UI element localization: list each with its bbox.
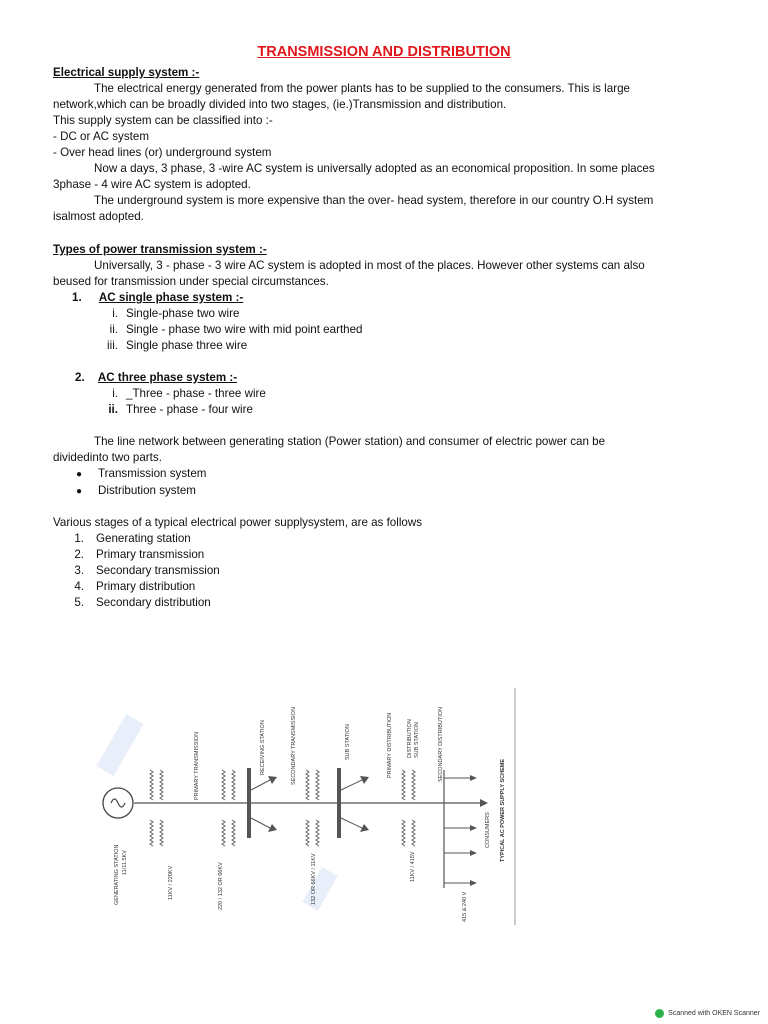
sine-wave-icon (111, 799, 125, 807)
receiving-label: RECEIVING STATION (260, 720, 266, 775)
paragraph-line: isalmost adopted. (53, 210, 144, 223)
consumer-arrow-heads (470, 775, 477, 886)
transformer-1 (150, 770, 163, 846)
list-item: ii. Single - phase two wire with mid point earthed (109, 323, 363, 336)
bullet-item: ● Distribution system (76, 484, 196, 497)
paragraph-line: network,which can be broadly divided into two stages, (ie.)Transmission and distribution. (53, 98, 507, 111)
gen-label: GENERATING STATION (114, 844, 120, 905)
list-number: 1. (72, 291, 82, 304)
scanner-footer (655, 1009, 760, 1018)
bullet-item: ● Transmission system (76, 467, 207, 480)
secondary-dist-label: SECONDARY DISTRIBUTION (438, 707, 444, 782)
list-number: 2. (75, 371, 85, 384)
consumer-arrows (444, 778, 470, 883)
list-item: 2. Primary transmission (74, 548, 205, 561)
paragraph-line: Universally, 3 - phase - 3 wire AC system is adopted in most of the places. However other systems can also (94, 259, 645, 272)
subheading-text: AC three phase system :- (97, 371, 238, 384)
paragraph-line: The underground system is more expensive than the over- head system, therefore in our country O.H system (94, 194, 654, 207)
section-heading-supply: Electrical supply system :- (53, 66, 200, 79)
list-item: i. Single-phase two wire (112, 307, 240, 320)
list-item: 3. Secondary transmission (74, 564, 220, 577)
primary-dist-label: PRIMARY DISTRIBUTION (387, 712, 393, 778)
paragraph-line: beused for transmission under special circumstances. (53, 275, 329, 288)
paragraph-line: dividedinto two parts. (53, 451, 162, 464)
paragraph-line: Various stages of a typical electrical power supplysystem, are as follows (53, 516, 423, 529)
voltage-label-5: 415 & 240 V (462, 891, 468, 922)
voltage-label-4: 11KV / 415V (410, 851, 416, 882)
arrow-head (480, 799, 488, 807)
transformer-2 (222, 770, 235, 846)
gen-voltage: 11/11.5KV (122, 850, 128, 875)
page-title: TRANSMISSION AND DISTRIBUTION (257, 44, 511, 60)
subheading-text: AC single phase system :- (98, 291, 244, 304)
dist-sub-label-2: SUB STATION (414, 722, 420, 758)
list-item: 1. Generating station (74, 532, 191, 545)
sub-station-bus (337, 768, 341, 838)
paragraph-line: Now a days, 3 phase, 3 -wire AC system is universally adopted as an economical proposition. In some places (94, 162, 655, 175)
list-item: 4. Primary distribution (74, 580, 196, 593)
receiving-station-bus (247, 768, 251, 838)
secondary-tx-label: SECONDARY TRANSMISSION (291, 707, 297, 785)
substation-label: SUB STATION (345, 724, 351, 760)
transformer-3 (306, 770, 319, 846)
list-item: 5. Secondary distribution (74, 596, 211, 609)
paragraph-line: The line network between generating station (Power station) and consumer of electric power can be (94, 435, 606, 448)
list-item: - DC or AC system (53, 130, 149, 143)
list-item: i. _Three - phase - three wire (112, 387, 266, 400)
paragraph-line: This supply system can be classified into :- (53, 114, 273, 127)
section-heading-types: Types of power transmission system :- (53, 243, 267, 256)
list-item: iii. Single phase three wire (107, 339, 248, 352)
voltage-label-1: 11KV / 220KV (168, 865, 174, 900)
paragraph-line: 3phase - 4 wire AC system is adopted. (53, 178, 251, 191)
primary-tx-label: PRIMARY TRANSMISSION (194, 731, 200, 800)
scanner-logo-icon (655, 1009, 664, 1018)
list-item: ii. Three - phase - four wire (108, 403, 253, 416)
voltage-label-3: 132 OR 66KV / 11KV (311, 853, 317, 905)
dist-sub-label-1: DISTRIBUTION (407, 719, 413, 758)
list-item: - Over head lines (or) underground system (53, 146, 272, 159)
consumers-label: CONSUMERS (485, 812, 491, 848)
footer-text: Scanned with OKEN Scanner (668, 1010, 760, 1017)
transformer-4 (402, 770, 415, 846)
paragraph-line: The electrical energy generated from the power plants has to be supplied to the consumers. This is large (94, 82, 630, 95)
voltage-label-2: 220 / 132 OR 66KV (218, 862, 224, 910)
scheme-label: TYPICAL AC POWER SUPPLY SCHEME (500, 759, 506, 862)
